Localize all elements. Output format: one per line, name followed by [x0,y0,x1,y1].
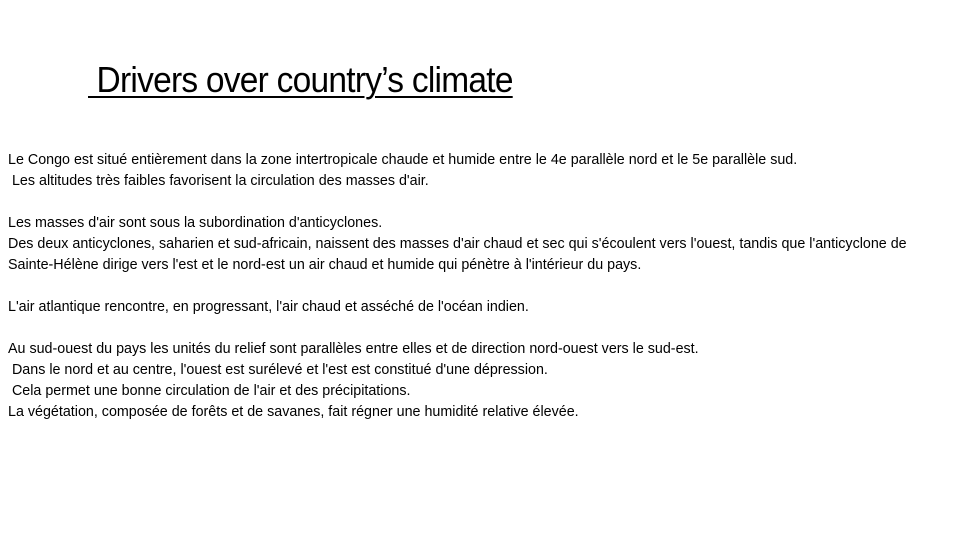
slide-body [8,150,954,444]
text-line: L'air atlantique rencontre, en progressant, l'air chaud et asséché de l'océan indien. [8,299,529,315]
text-line: Le Congo est situé entièrement dans la zone intertropicale chaude et humide entre le 4e parallèle nord et le 5e parallèle sud. [8,152,798,168]
paragraph-atlantic-air [8,297,954,318]
paragraph-location [8,150,954,192]
text-line: Dans le nord et au centre, l'ouest est surélevé et l'est est constitué d'une dépression. [8,362,548,378]
text-line: Des deux anticyclones, saharien et sud-africain, naissent des masses d'air chaud et sec qui s'écoulent vers l'ouest, tandis que l'anticyclone de Sainte-Hélène dirige vers l'est et le nord-est un air chaud et humide qui pénètre à l'intérieur du pays. [8,236,907,273]
paragraph-air-masses [8,213,954,276]
paragraph-relief [8,339,954,423]
text-line: La végétation, composée de forêts et de savanes, fait régner une humidité relative élevée. [8,404,579,420]
text-line: Au sud-ouest du pays les unités du relief sont parallèles entre elles et de direction nord-ouest vers le sud-est. [8,341,699,357]
text-line: Les masses d'air sont sous la subordination d'anticyclones. [8,215,383,231]
text-line: Les altitudes très faibles favorisent la circulation des masses d'air. [8,173,429,189]
text-line: Cela permet une bonne circulation de l'air et des précipitations. [8,383,411,399]
slide-title: Drivers over country’s climate [88,59,513,100]
